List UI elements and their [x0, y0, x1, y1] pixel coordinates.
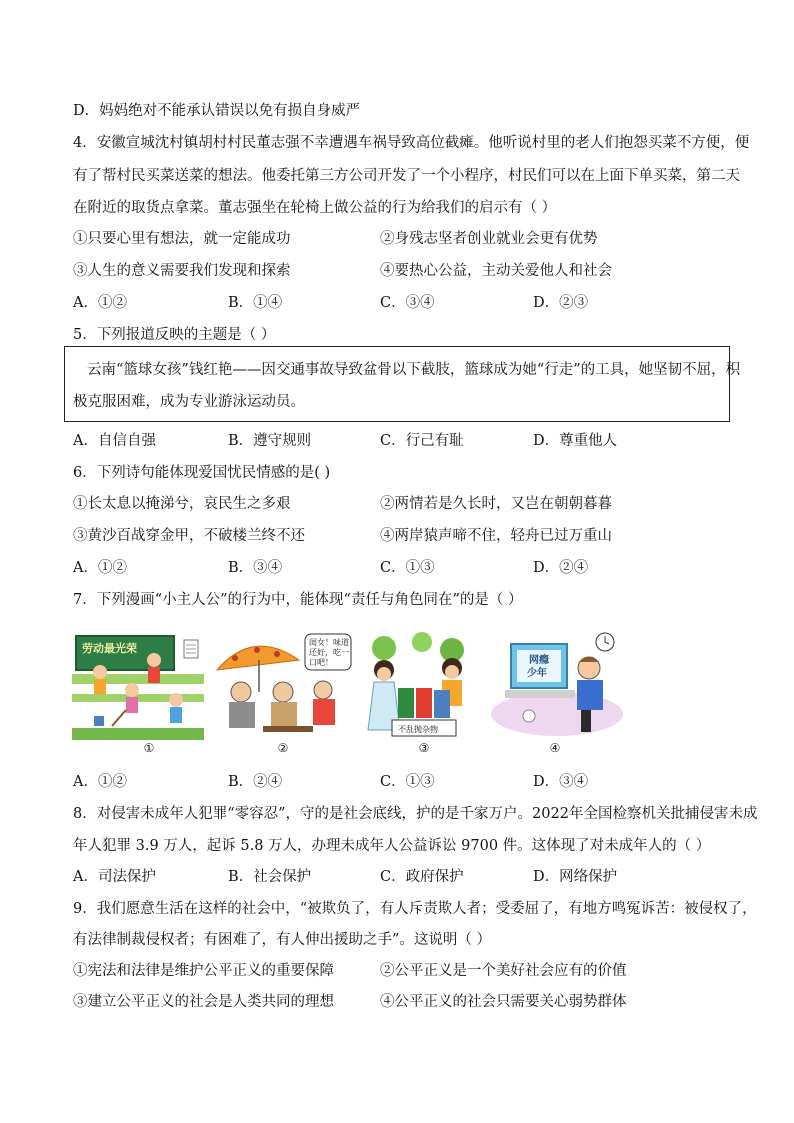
q8-option-b[interactable]: B．社会保护 [228, 869, 312, 885]
q7-stem: 7．下列漫画“小主人公”的行为中，能体现“责任与角色同在”的是（ ） [73, 592, 523, 608]
q9-stem-line-1: 9．我们愿意生活在这样的社会中，“被欺负了，有人斥责欺人者；受委屈了，有地方鸣冤诉苦：被侵权了， [73, 901, 757, 917]
q4-statement-4: ④要热心公益，主动关爱他人和社会 [380, 263, 612, 279]
q4-statements-row-2 [73, 261, 733, 281]
panel2-bubble-line-2: 还好，吃一 [309, 648, 349, 657]
comic-panel-1 [72, 630, 204, 740]
q8-option-c[interactable]: C．政府保护 [380, 869, 464, 885]
q5-passage-box [64, 346, 741, 422]
q5-options [73, 431, 733, 451]
comic-panel-3 [362, 630, 474, 740]
q7-option-d[interactable]: D．③④ [533, 774, 589, 790]
q9-statements-row-2 [73, 992, 733, 1012]
panel2-bubble-line-3: 口吧！ [309, 658, 333, 667]
comic-panel-3-drawing [362, 630, 474, 740]
panel2-bubble-line-1: 闺女！味道 [309, 638, 349, 647]
comic-panel-4-drawing [485, 630, 629, 740]
q9-statement-4: ④公平正义的社会只需要关心弱势群体 [380, 994, 627, 1010]
q4-option-b[interactable]: B．①④ [228, 295, 283, 311]
q7-option-c[interactable]: C．①③ [380, 774, 435, 790]
q4-statement-1: ①只要心里有想法，就一定能成功 [73, 231, 291, 247]
panel4-screen-line-2: 少年 [527, 668, 547, 679]
q9-statements-row-1 [73, 961, 733, 981]
q9-statement-2: ②公平正义是一个美好社会应有的价值 [380, 963, 627, 979]
q5-option-a[interactable]: A．自信自强 [73, 433, 156, 449]
q8-stem-line-2: 年人犯罪 3.9 万人，起诉 5.8 万人，办理未成年人公益诉讼 9700 件。这体现了对未成年人的（ ） [73, 838, 711, 854]
q6-option-c[interactable]: C．①③ [380, 560, 435, 576]
q8-option-a[interactable]: A．司法保护 [73, 869, 156, 885]
q8-options [73, 867, 733, 887]
q4-options [73, 293, 733, 313]
q6-option-a[interactable]: A．①② [73, 560, 127, 576]
q6-statements-row-1 [73, 494, 733, 514]
q4-option-d[interactable]: D．②③ [533, 295, 589, 311]
q6-stem: 6．下列诗句能体现爱国忧民情感的是( ) [73, 465, 331, 481]
comic-caption-1: ① [143, 741, 155, 755]
panel4-screen-line-1: 网瘾 [529, 655, 549, 666]
q5-option-b[interactable]: B．遵守规则 [228, 433, 312, 449]
q6-statement-2: ②两情若是久长时，又岂在朝朝暮暮 [380, 496, 612, 512]
q7-comic-strip [72, 630, 632, 758]
q9-stem-line-2: 有法律制裁侵权者；有困难了，有人伸出援助之手”。这说明（ ） [73, 932, 492, 948]
q5-passage-line-2: 极克服困难，成为专业游泳运动员。 [73, 394, 305, 410]
q4-statement-3: ③人生的意义需要我们发现和探索 [73, 263, 291, 279]
q4-option-a[interactable]: A．①② [73, 295, 127, 311]
q7-options [73, 772, 733, 792]
q6-statements-row-2 [73, 526, 733, 546]
q9-statement-1: ①宪法和法律是维护公平正义的重要保障 [73, 963, 334, 979]
q8-stem-line-1: 8．对侵害未成年人犯罪“零容忍”，守的是社会底线，护的是千家万户。2022年全国检察机关批捕侵害未成 [73, 806, 758, 822]
q4-statement-2: ②身残志坚者创业就业会更有优势 [380, 231, 598, 247]
q4-option-c[interactable]: C．③④ [380, 295, 435, 311]
q6-option-d[interactable]: D．②④ [533, 560, 589, 576]
q3-option-d: D．妈妈绝对不能承认错误以免有损自身威严 [73, 103, 361, 119]
q4-stem-line-2: 有了帮村民买菜送菜的想法。他委托第三方公司开发了一个小程序，村民们可以在上面下单买菜，第二天 [73, 168, 740, 184]
panel3-sign-text: 不乱抛杂物 [398, 725, 438, 734]
q5-stem: 5．下列报道反映的主题是（ ） [73, 327, 276, 343]
q6-statement-3: ③黄沙百战穿金甲，不破楼兰终不还 [73, 528, 305, 544]
comic-caption-3: ③ [418, 741, 430, 755]
q4-statements-row-1 [73, 229, 733, 249]
q9-statement-3: ③建立公平正义的社会是人类共同的理想 [73, 994, 334, 1010]
q4-stem-line-1: 4．安徽宣城沈村镇胡村村民董志强不幸遭遇车祸导致高位截瘫。他听说村里的老人们抱怨买菜不方便，便 [73, 135, 750, 151]
q7-option-b[interactable]: B．②④ [228, 774, 283, 790]
q4-stem-line-3: 在附近的取货点拿菜。董志强坐在轮椅上做公益的行为给我们的启示有（ ） [73, 200, 557, 216]
q6-statement-1: ①长太息以掩涕兮，哀民生之多艰 [73, 496, 291, 512]
q6-options [73, 558, 733, 578]
comic-panel-1-drawing [72, 630, 204, 740]
comic-panel-4 [485, 630, 629, 740]
q5-option-c[interactable]: C．行己有耻 [380, 433, 464, 449]
q6-statement-4: ④两岸猿声啼不住，轻舟已过万重山 [380, 528, 612, 544]
panel1-blackboard-text: 劳动最光荣 [82, 642, 137, 655]
q5-option-d[interactable]: D．尊重他人 [533, 433, 618, 449]
q5-passage-line-1: 云南“篮球女孩”钱红艳——因交通事故导致盆骨以下截肢，篮球成为她“行走”的工具，她坚韧不屈，积 [87, 362, 741, 378]
q8-option-d[interactable]: D．网络保护 [533, 869, 618, 885]
comic-panel-2 [213, 630, 353, 740]
comic-panel-2-drawing [213, 630, 353, 740]
q7-option-a[interactable]: A．①② [73, 774, 127, 790]
q6-option-b[interactable]: B．③④ [228, 560, 283, 576]
comic-caption-4: ④ [549, 741, 561, 755]
comic-caption-2: ② [277, 741, 289, 755]
